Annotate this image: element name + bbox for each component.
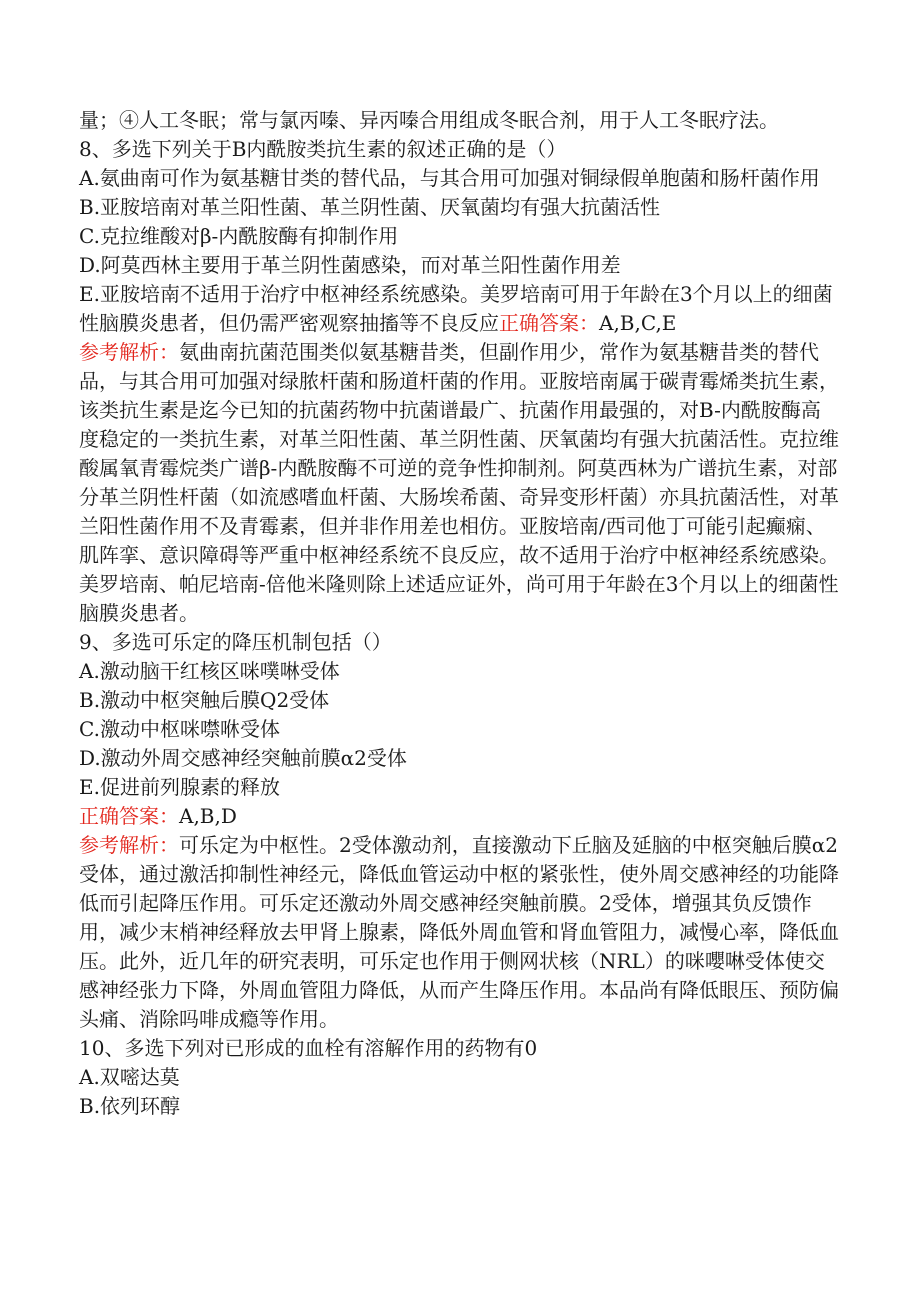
question-9-option-c: C.激动中枢咪噤咻受体 xyxy=(79,717,280,741)
question-8-stem: 8、多选下列关于Β内酰胺类抗生素的叙述正确的是（） xyxy=(79,137,567,161)
question-10-stem: 10、多选下列对已形成的血栓有溶解作用的药物有0 xyxy=(79,1036,538,1060)
question-8-option-b: B.亚胺培南对革兰阳性菌、革兰阴性菌、厌氧菌均有强大抗菌活性 xyxy=(79,195,661,219)
intro-text: 量；④人工冬眠；常与氯丙嗪、异丙嗪合用组成冬眠合剂，用于人工冬眠疗法。 xyxy=(79,108,779,132)
question-10 xyxy=(79,1034,839,1121)
question-10-option-a: A.双嘧达莫 xyxy=(79,1065,180,1089)
question-8-analysis-label: 参考解析： xyxy=(79,340,179,364)
question-10-option-b: B.依列环醇 xyxy=(79,1094,181,1118)
question-8-option-d: D.阿莫西林主要用于革兰阴性菌感染，而对革兰阳性菌作用差 xyxy=(79,253,621,277)
question-8-analysis xyxy=(79,338,839,628)
question-8-option-e xyxy=(79,280,839,338)
question-9-analysis xyxy=(79,831,839,1034)
question-9-analysis-label: 参考解析： xyxy=(79,833,179,857)
question-9-answer: A,B,D xyxy=(179,804,237,828)
document-page xyxy=(79,106,839,1121)
question-8-answer-label: 正确答案： xyxy=(499,311,599,335)
question-8 xyxy=(79,135,839,628)
question-9-option-b: B.激动中枢突触后膜Q2受体 xyxy=(79,688,330,712)
question-8-option-e-text: E.亚胺培南不适用于治疗中枢神经系统感染。美罗培南可用于年龄在3个月以上的细菌性脑膜炎患者，但仍需严密观察抽搐等不良反应 xyxy=(79,282,833,335)
question-9-stem: 9、多选可乐定的降压机制包括（） xyxy=(79,630,392,654)
question-9-answer-label: 正确答案： xyxy=(79,804,179,828)
question-8-option-a: A.氨曲南可作为氨基糖甘类的替代品，与其合用可加强对铜绿假单胞菌和肠杆菌作用 xyxy=(79,166,820,190)
question-8-answer: A,B,C,E xyxy=(599,311,677,335)
question-9 xyxy=(79,628,839,1034)
question-9-analysis-text: 可乐定为中枢性。2受体激动剂，直接激动下丘脑及延脑的中枢突触后膜α2受体，通过激活抑制性神经元，降低血管运动中枢的紧张性，使外周交感神经的功能降低而引起降压作用。可乐定还激动外周交感神经突触前膜。2受体，增强其负反馈作用，减少末梢神经释放去甲肾上腺素，降低外周血管和肾血管阻力，减慢心率，降低血压。此外，近几年的研究表明，可乐定也作用于侧网状核（NRL）的咪嚶啉受体使交感神经张力下降，外周血管阻力降低，从而产生降压作用。本品尚有降低眼压、预防偏头痛、消除吗啡成瘾等作用。 xyxy=(79,833,839,1031)
question-9-answer-line xyxy=(79,802,839,831)
question-8-option-c: C.克拉维酸对β-内酰胺酶有抑制作用 xyxy=(79,224,399,248)
question-9-option-d: D.激动外周交感神经突触前膜α2受体 xyxy=(79,746,407,770)
question-9-option-a: A.激动脑干红核区咪噗啉受体 xyxy=(79,659,340,683)
question-9-option-e: E.促进前列腺素的释放 xyxy=(79,775,280,799)
question-8-analysis-text: 氨曲南抗菌范围类似氨基糖昔类，但副作用少，常作为氨基糖昔类的替代品，与其合用可加强对绿脓杆菌和肠道杆菌的作用。亚胺培南属于碳青霉烯类抗生素，该类抗生素是迄今已知的抗菌药物中抗菌谱最广、抗菌作用最强的，对B-内酰胺酶高度稳定的一类抗生素，对革兰阳性菌、革兰阴性菌、厌氧菌均有强大抗菌活性。克拉维酸属氧青霉烷类广谱β-内酰胺酶不可逆的竞争性抑制剂。阿莫西林为广谱抗生素，对部分革兰阴性杆菌（如流感嗜血杆菌、大肠埃希菌、奇异变形杆菌）亦具抗菌活性，对革兰阳性菌作用不及青霉素，但并非作用差也相仿。亚胺培南/西司他丁可能引起癫痫、肌阵挛、意识障碍等严重中枢神经系统不良反应，故不适用于治疗中枢神经系统感染。美罗培南、帕尼培南-倍他米隆则除上述适应证外，尚可用于年龄在3个月以上的细菌性脑膜炎患者。 xyxy=(79,340,839,625)
